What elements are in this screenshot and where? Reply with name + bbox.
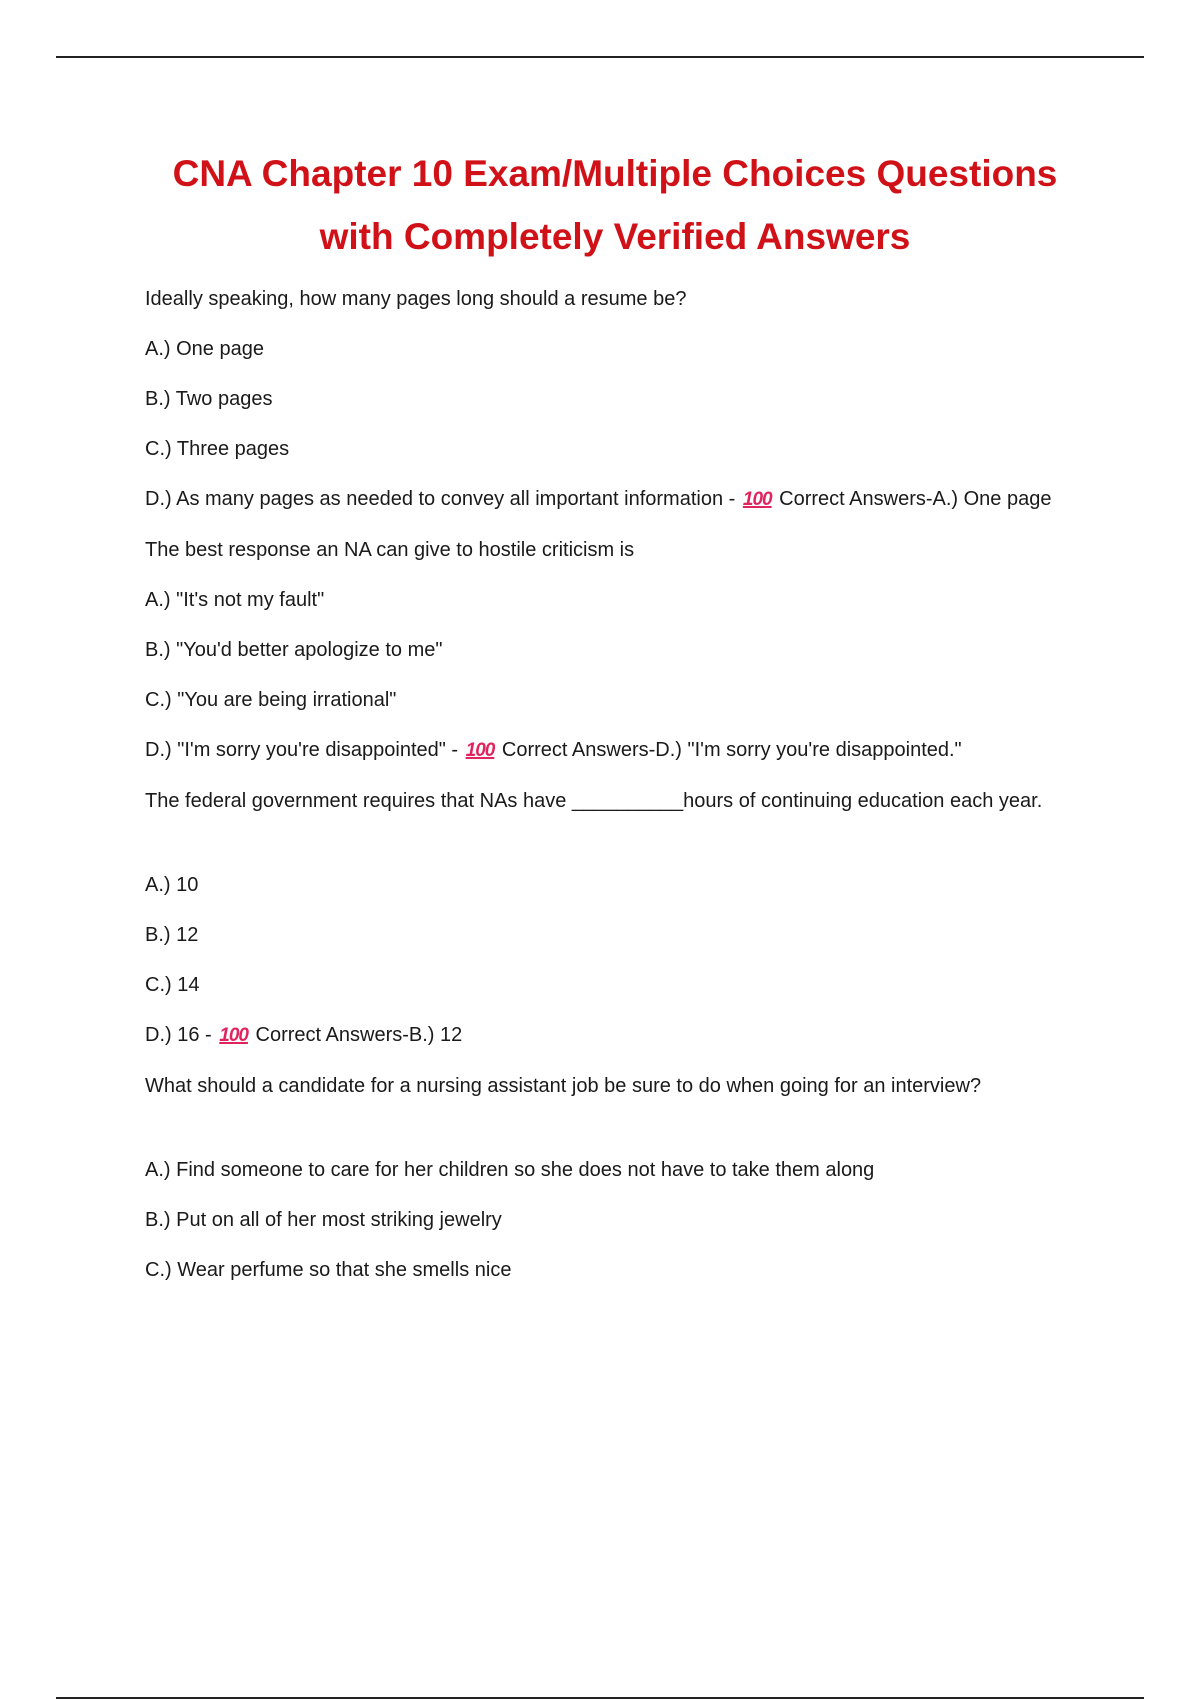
top-rule: [56, 56, 1144, 58]
spacer: [145, 834, 1085, 868]
question-text: Ideally speaking, how many pages long should a resume be?: [145, 288, 687, 310]
question-block-2: [145, 533, 1085, 768]
option-d: D.) "I'm sorry you're disappointed" -: [145, 739, 459, 761]
correct-answer: Correct Answers-A.) One page: [779, 488, 1052, 510]
option-b: B.) 12: [145, 924, 199, 946]
option-d: D.) As many pages as needed to convey all important information -: [145, 488, 736, 510]
option-a: A.) 10: [145, 874, 199, 896]
question-block-1: [145, 282, 1085, 517]
question-text: The federal government requires that NAs have __________hours of continuing education each year.: [145, 790, 1043, 812]
option-a: A.) One page: [145, 338, 264, 360]
option-d-with-answer: [145, 1018, 1085, 1053]
spacer: [145, 1119, 1085, 1153]
hundred-points-icon: 100: [465, 740, 495, 761]
option-d: D.) 16 -: [145, 1024, 212, 1046]
option-b: B.) Put on all of her most striking jewelry: [145, 1209, 502, 1231]
title-line-1: CNA Chapter 10 Exam/Multiple Choices Questions: [172, 153, 1058, 194]
option-c: C.) "You are being irrational": [145, 689, 397, 711]
bottom-rule: [56, 1697, 1144, 1699]
hundred-points-icon: 100: [219, 1025, 248, 1046]
option-c: C.) Three pages: [145, 438, 290, 460]
option-d-with-answer: [145, 733, 1085, 768]
option-a: A.) Find someone to care for her children so she does not have to take them along: [145, 1159, 875, 1181]
option-b: B.) "You'd better apologize to me": [145, 639, 443, 661]
option-b: B.) Two pages: [145, 388, 273, 410]
correct-answer: Correct Answers-B.) 12: [255, 1024, 463, 1046]
hundred-points-icon: 100: [742, 489, 772, 510]
question-text: The best response an NA can give to hostile criticism is: [145, 539, 635, 561]
document-page: [145, 142, 1085, 1303]
option-c: C.) Wear perfume so that she smells nice: [145, 1259, 512, 1281]
option-d-with-answer: [145, 482, 1085, 517]
question-text: What should a candidate for a nursing assistant job be sure to do when going for an interview?: [145, 1075, 982, 1097]
question-block-4: [145, 1069, 1085, 1287]
correct-answer: Correct Answers-D.) "I'm sorry you're disappointed.": [501, 739, 962, 761]
title-line-2: with Completely Verified Answers: [319, 216, 911, 257]
document-title: [145, 142, 1085, 268]
option-a: A.) "It's not my fault": [145, 589, 325, 611]
option-c: C.) 14: [145, 974, 200, 996]
question-block-3: [145, 784, 1085, 1053]
